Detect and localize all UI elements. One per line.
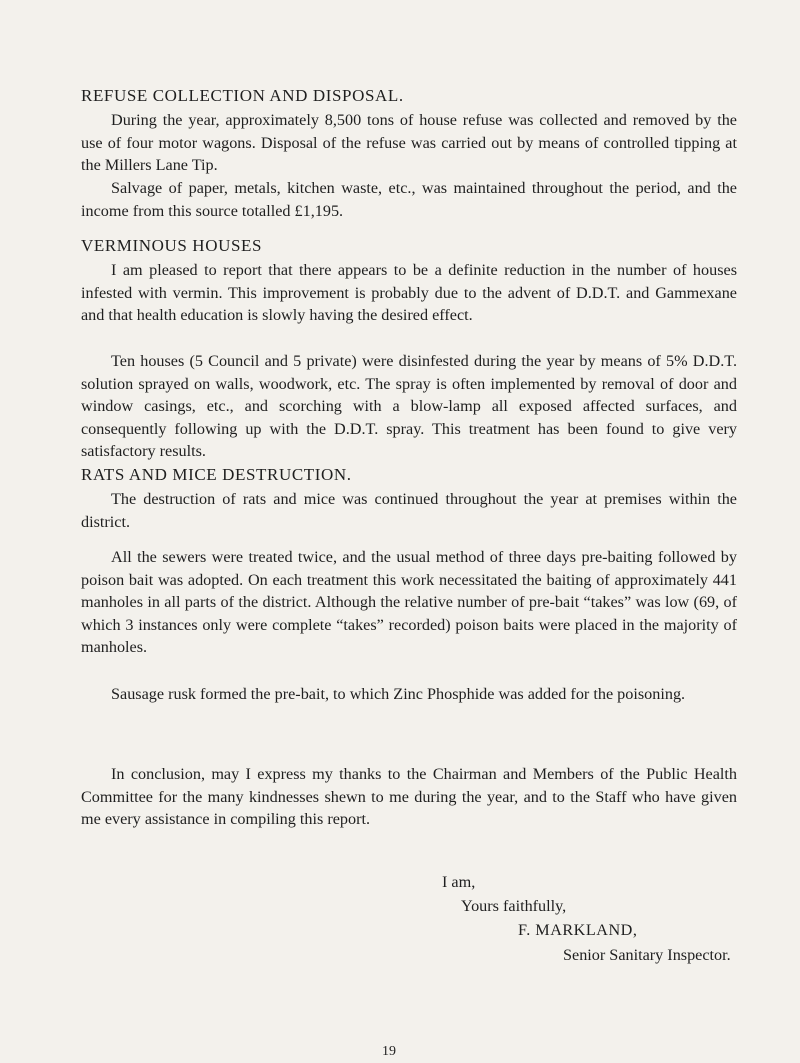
page-number: 19 xyxy=(382,1044,396,1059)
paragraph-refuse-2: Salvage of paper, metals, kitchen waste, etc., was maintained throughout the period, and the income from this source totalled £1,195. xyxy=(81,179,737,220)
signoff-yours-faithfully: Yours faithfully, xyxy=(461,897,567,915)
paragraph-rats-3: Sausage rusk formed the pre-bait, to which Zinc Phosphide was added for the poisoning. xyxy=(111,685,686,703)
signoff-name: F. MARKLAND, xyxy=(518,921,638,939)
heading-verminous-houses: VERMINOUS HOUSES xyxy=(81,236,263,255)
signoff-i-am: I am, xyxy=(442,873,476,891)
paragraph-vermin-1: I am pleased to report that there appears to be a definite reduction in the number of houses infested with vermin. This improvement is probably due to the advent of D.D.T. and Gammexane and that health education is slowly having the desired effect. xyxy=(81,261,737,324)
paragraph-refuse-1: During the year, approximately 8,500 tons of house refuse was collected and removed by the use of four motor wagons. Disposal of the refuse was carried out by means of controlled tipping at the Millers Lane Tip. xyxy=(81,111,737,174)
heading-refuse-collection: REFUSE COLLECTION AND DISPOSAL. xyxy=(81,86,404,105)
paragraph-vermin-2: Ten houses (5 Council and 5 private) were disinfested during the year by means of 5% D.D.T. solution sprayed on walls, woodwork, etc. The spray is often implemented by removal of door and window casings, etc., and scorching with a blow-lamp all exposed affected surfaces, and consequently following up with the D.D.T. spray. This treatment has been found to give very satisfactory results. xyxy=(81,352,737,460)
paragraph-rats-2: All the sewers were treated twice, and the usual method of three days pre-baiting followed by poison bait was adopted. On each treatment this work necessitated the baiting of approximately 441 manholes in all parts of the district. Although the relative number of pre-bait “takes” was low (69, of which 3 instances only were complete “takes” recorded) poison baits were placed in the majority of manholes. xyxy=(81,548,737,656)
paragraph-rats-1: The destruction of rats and mice was continued throughout the year at premises within the district. xyxy=(81,490,737,531)
paragraph-conclusion: In conclusion, may I express my thanks to the Chairman and Members of the Public Health Committee for the many kindnesses shewn to me during the year, and to the Staff who have given me every assistance in compiling this report. xyxy=(81,765,737,828)
signoff-title: Senior Sanitary Inspector. xyxy=(563,946,731,964)
heading-rats-mice: RATS AND MICE DESTRUCTION. xyxy=(81,465,352,484)
